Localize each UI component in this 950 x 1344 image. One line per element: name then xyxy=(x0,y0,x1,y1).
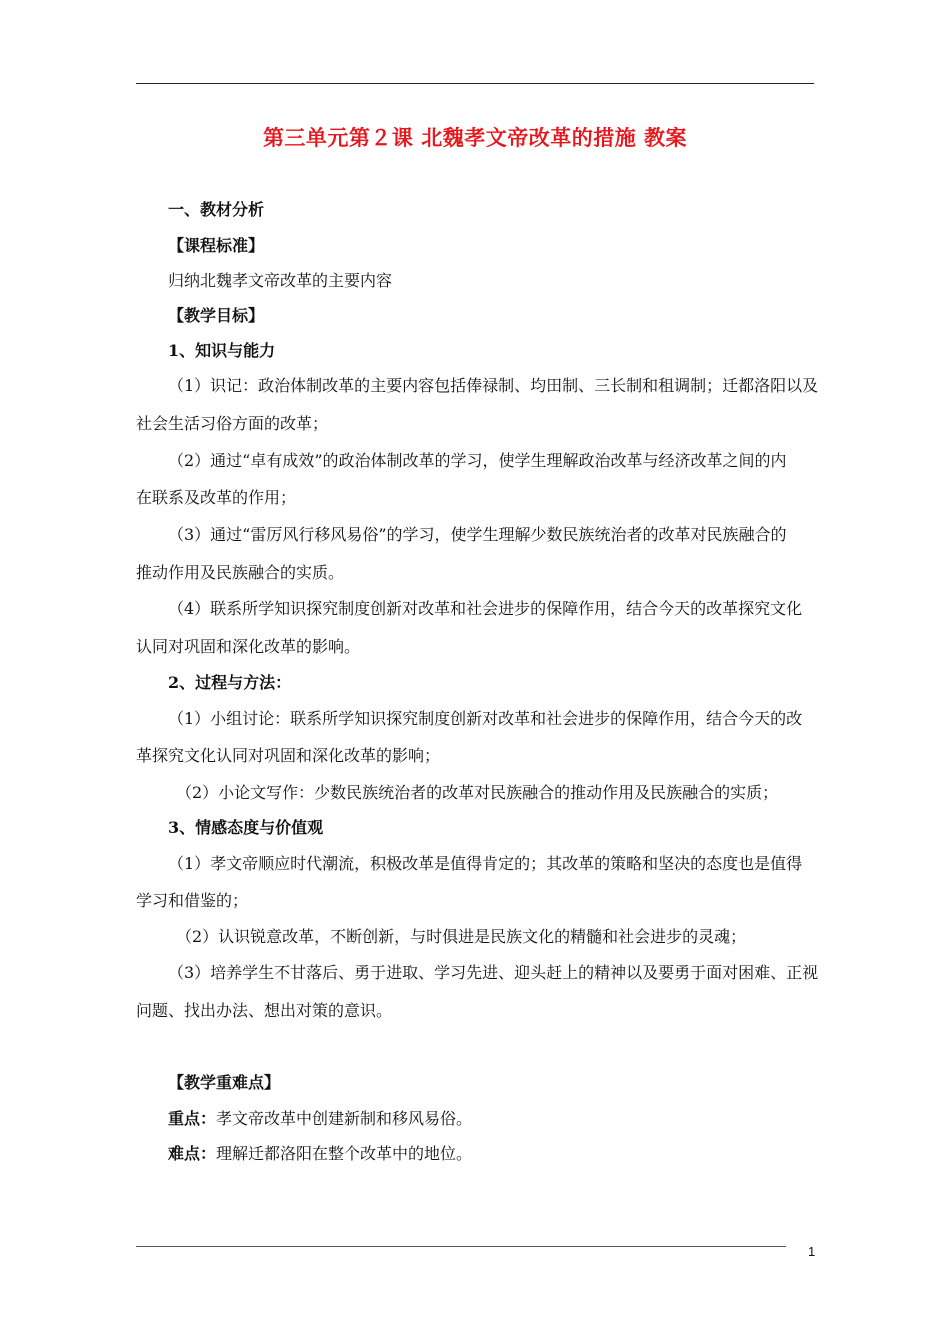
knowledge-item-3-line-1: （3）通过“雷厉风行移风易俗”的学习，使学生理解少数民族统治者的改革对民族融合的 xyxy=(168,525,787,544)
knowledge-item-2-line-1: （2）通过“卓有成效”的政治体制改革的学习，使学生理解政治改革与经济改革之间的内 xyxy=(168,451,787,470)
difficult-point xyxy=(168,1143,848,1165)
process-item-1-line-1: （1）小组讨论：联系所学知识探究制度创新对改革和社会进步的保障作用，结合今天的改 xyxy=(168,709,803,728)
process-item-2: （2）小论文写作：少数民族统治者的改革对民族融合的推动作用及民族融合的实质； xyxy=(176,783,779,802)
knowledge-item-4-line-1: （4）联系所学知识探究制度创新对改革和社会进步的保障作用，结合今天的改革探究文化 xyxy=(168,599,803,618)
difficult-point-label: 难点： xyxy=(168,1144,217,1163)
difficult-point-text: 理解迁都洛阳在整个改革中的地位。 xyxy=(216,1144,473,1163)
heading-teaching-goals: 【教学目标】 xyxy=(168,306,265,325)
knowledge-item-4-line-2: 认同对巩固和深化改革的影响。 xyxy=(136,637,361,656)
knowledge-item-2-line-2: 在联系及改革的作用； xyxy=(136,488,297,507)
knowledge-item-1-line-1: （1）识记：政治体制改革的主要内容包括俸禄制、均田制、三长制和租调制；迁都洛阳以及 xyxy=(168,376,819,395)
heading-process-method: 2、过程与方法： xyxy=(168,673,292,692)
page-number: 1 xyxy=(808,1244,816,1259)
process-item-1-line-2: 革探究文化认同对巩固和深化改革的影响； xyxy=(136,746,441,765)
heading-key-difficult: 【教学重难点】 xyxy=(168,1073,281,1092)
heading-course-standard: 【课程标准】 xyxy=(168,236,265,255)
emotion-item-1-line-1: （1）孝文帝顺应时代潮流，积极改革是值得肯定的；其改革的策略和坚决的态度也是值得 xyxy=(168,854,803,873)
emotion-item-1-line-2: 学习和借鉴的； xyxy=(136,891,249,910)
header-rule xyxy=(136,83,814,84)
heading-knowledge-ability: 1、知识与能力 xyxy=(168,341,276,360)
emotion-item-3-line-1: （3）培养学生不甘落后、勇于进取、学习先进、迎头赶上的精神以及要勇于面对困难、正视 xyxy=(168,963,819,982)
course-standard-text: 归纳北魏孝文帝改革的主要内容 xyxy=(168,271,393,290)
footer-rule xyxy=(136,1246,786,1247)
heading-emotion-values: 3、情感态度与价值观 xyxy=(168,818,324,837)
knowledge-item-3-line-2: 推动作用及民族融合的实质。 xyxy=(136,563,345,582)
key-point-text: 孝文帝改革中创建新制和移风易俗。 xyxy=(216,1109,473,1128)
document-title: 第三单元第２课 北魏孝文帝改革的措施 教案 xyxy=(262,125,688,150)
section-heading-analysis: 一、教材分析 xyxy=(168,200,265,219)
emotion-item-3-line-2: 问题、找出办法、想出对策的意识。 xyxy=(136,1001,393,1020)
key-point xyxy=(168,1108,848,1130)
emotion-item-2: （2）认识锐意改革，不断创新，与时俱进是民族文化的精髓和社会进步的灵魂； xyxy=(176,927,747,946)
knowledge-item-1-line-2: 社会生活习俗方面的改革； xyxy=(136,414,329,433)
key-point-label: 重点： xyxy=(168,1109,217,1128)
